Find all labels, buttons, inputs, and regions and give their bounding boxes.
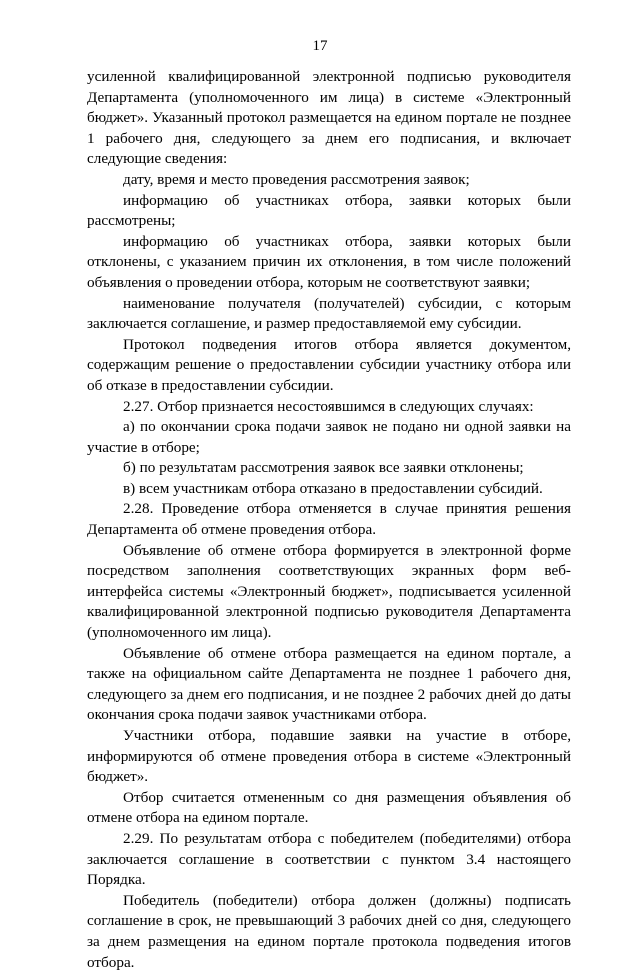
page-number: 17 xyxy=(312,38,328,54)
paragraph-protocol-decision: Протокол подведения итогов отбора является документом, содержащим решение о предоставлении субсидии участнику отбора или об отказе в предоставлении субсидии. xyxy=(87,335,571,394)
paragraph-selection-cancelled: Отбор считается отмененным со дня размещения объявления об отмене отбора на едином портале. xyxy=(87,788,571,827)
document-body xyxy=(87,67,571,973)
paragraph-case-c: в) всем участникам отбора отказано в предоставлении субсидий. xyxy=(123,479,543,497)
paragraph-winner-signing: Победитель (победители) отбора должен (должны) подписать соглашение в срок, не превышающий 3 рабочих дней со дня, следующего за днем размещения на едином портале протокола подведения итогов отбора. xyxy=(87,891,571,971)
paragraph-list-item-date: дату, время и место проведения рассмотрения заявок; xyxy=(123,170,470,188)
paragraph-list-item-rejected: информацию об участниках отбора, заявки которых были отклонены, с указанием причин их отклонения, в том числе положений объявления о проведении отбора, которым не соответствуют заявки; xyxy=(87,232,571,291)
paragraph-protocol-continuation: усиленной квалифицированной электронной подписью руководителя Департамента (уполномоченного им лица) в системе «Электронный бюджет». Указанный протокол размещается на едином портале не позднее 1 рабочего дня, следующего за днем его подписания, и включает следующие сведения: xyxy=(87,68,571,168)
paragraph-participants-informed: Участники отбора, подавшие заявки на участие в отборе, информируются об отмене проведения отбора в системе «Электронный бюджет». xyxy=(87,727,571,786)
paragraph-case-b: б) по результатам рассмотрения заявок все заявки отклонены; xyxy=(123,459,524,477)
paragraph-cancel-announcement-posting: Объявление об отмене отбора размещается на едином портале, а также на официальном сайте Департамента не позднее 1 рабочего дня, следующего за днем его подписания, и не позднее 2 рабочих дней до даты окончания срока подачи заявок участниками отбора. xyxy=(87,644,571,724)
paragraph-list-item-recipient: наименование получателя (получателей) субсидии, с которым заключается соглашение, и размер предоставляемой ему субсидии. xyxy=(87,294,571,333)
paragraph-cancel-announcement-form: Объявление об отмене отбора формируется в электронной форме посредством заполнения соответствующих экранных форм веб-интерфейса системы «Электронный бюджет», подписывается усиленной квалифицированной электронной подписью руководителя Департамента (уполномоченного им лица). xyxy=(87,541,571,642)
paragraph-list-item-reviewed: информацию об участниках отбора, заявки которых были рассмотрены; xyxy=(87,191,571,230)
paragraph-clause-2-27: 2.27. Отбор признается несостоявшимся в следующих случаях: xyxy=(123,397,534,415)
paragraph-clause-2-29: 2.29. По результатам отбора с победителем (победителями) отбора заключается соглашение в соответствии с пунктом 3.4 настоящего Порядка. xyxy=(87,829,571,889)
paragraph-case-a: а) по окончании срока подачи заявок не подано ни одной заявки на участие в отборе; xyxy=(87,418,571,456)
paragraph-clause-2-28: 2.28. Проведение отбора отменяется в случае принятия решения Департамента об отмене проведения отбора. xyxy=(87,500,571,539)
